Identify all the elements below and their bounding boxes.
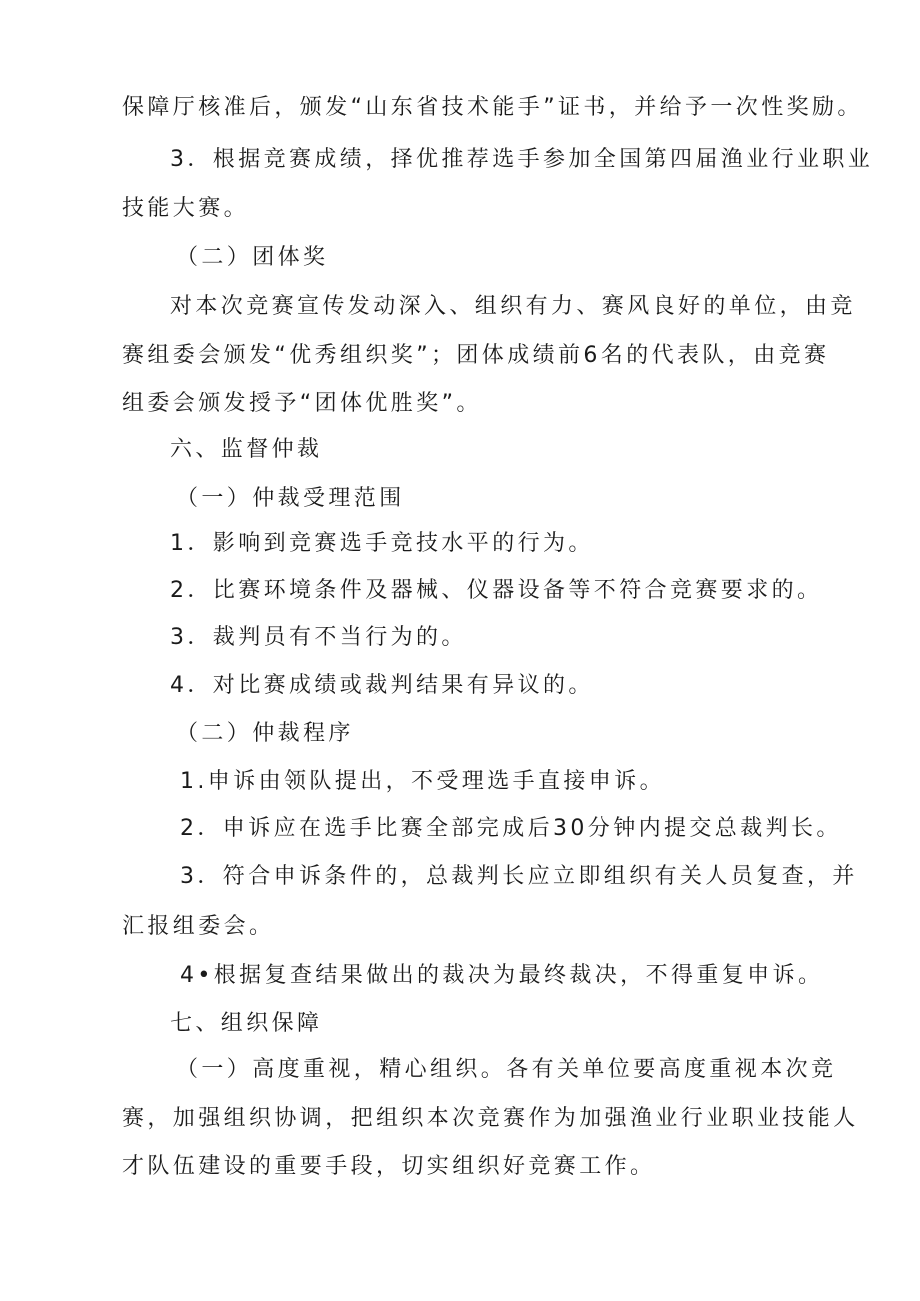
- section-heading: 七、组织保障: [170, 1011, 323, 1036]
- section-heading: （二）团体奖: [176, 245, 329, 270]
- paragraph-line: 2．比赛环境条件及器械、仪器设备等不符合竞赛要求的。: [170, 578, 823, 603]
- paragraph-line: 赛组委会颁发“优秀组织奖”；团体成绩前6名的代表队，由竞赛: [122, 343, 830, 368]
- paragraph-line: 4•根据复查结果做出的裁决为最终裁决，不得重复申诉。: [180, 963, 824, 988]
- paragraph-line: 技能大赛。: [122, 196, 250, 221]
- paragraph-line: 才队伍建设的重要手段，切实组织好竞赛工作。: [122, 1154, 656, 1179]
- paragraph-line: 组委会颁发授予“团体优胜奖”。: [122, 391, 482, 416]
- section-heading: （二）仲裁程序: [176, 721, 354, 746]
- paragraph-line: 3．裁判员有不当行为的。: [170, 625, 467, 650]
- paragraph-line: 2．申诉应在选手比赛全部完成后30分钟内提交总裁判长。: [180, 816, 842, 841]
- section-heading: （一）仲裁受理范围: [176, 486, 405, 511]
- paragraph-line: 3．符合申诉条件的，总裁判长应立即组织有关人员复查，并: [180, 864, 858, 889]
- paragraph-line: 汇报组委会。: [122, 914, 275, 939]
- paragraph-line: 1.申诉由领队提出，不受理选手直接申诉。: [180, 769, 665, 794]
- paragraph-line: （一）高度重视，精心组织。各有关单位要高度重视本次竞: [176, 1057, 837, 1082]
- paragraph-line: 1．影响到竞赛选手竞技水平的行为。: [170, 531, 594, 556]
- section-heading: 六、监督仲裁: [170, 437, 323, 462]
- paragraph-line: 对本次竞赛宣传发动深入、组织有力、赛风良好的单位，由竞: [170, 294, 856, 319]
- paragraph-line: 保障厅核准后，颁发“山东省技术能手”证书，并给予一次性奖励。: [122, 95, 863, 120]
- paragraph-line: 赛，加强组织协调，把组织本次竞赛作为加强渔业行业职业技能人: [122, 1106, 859, 1131]
- paragraph-line: 3．根据竞赛成绩，择优推荐选手参加全国第四届渔业行业职业: [170, 147, 874, 172]
- paragraph-line: 4．对比赛成绩或裁判结果有异议的。: [170, 673, 594, 698]
